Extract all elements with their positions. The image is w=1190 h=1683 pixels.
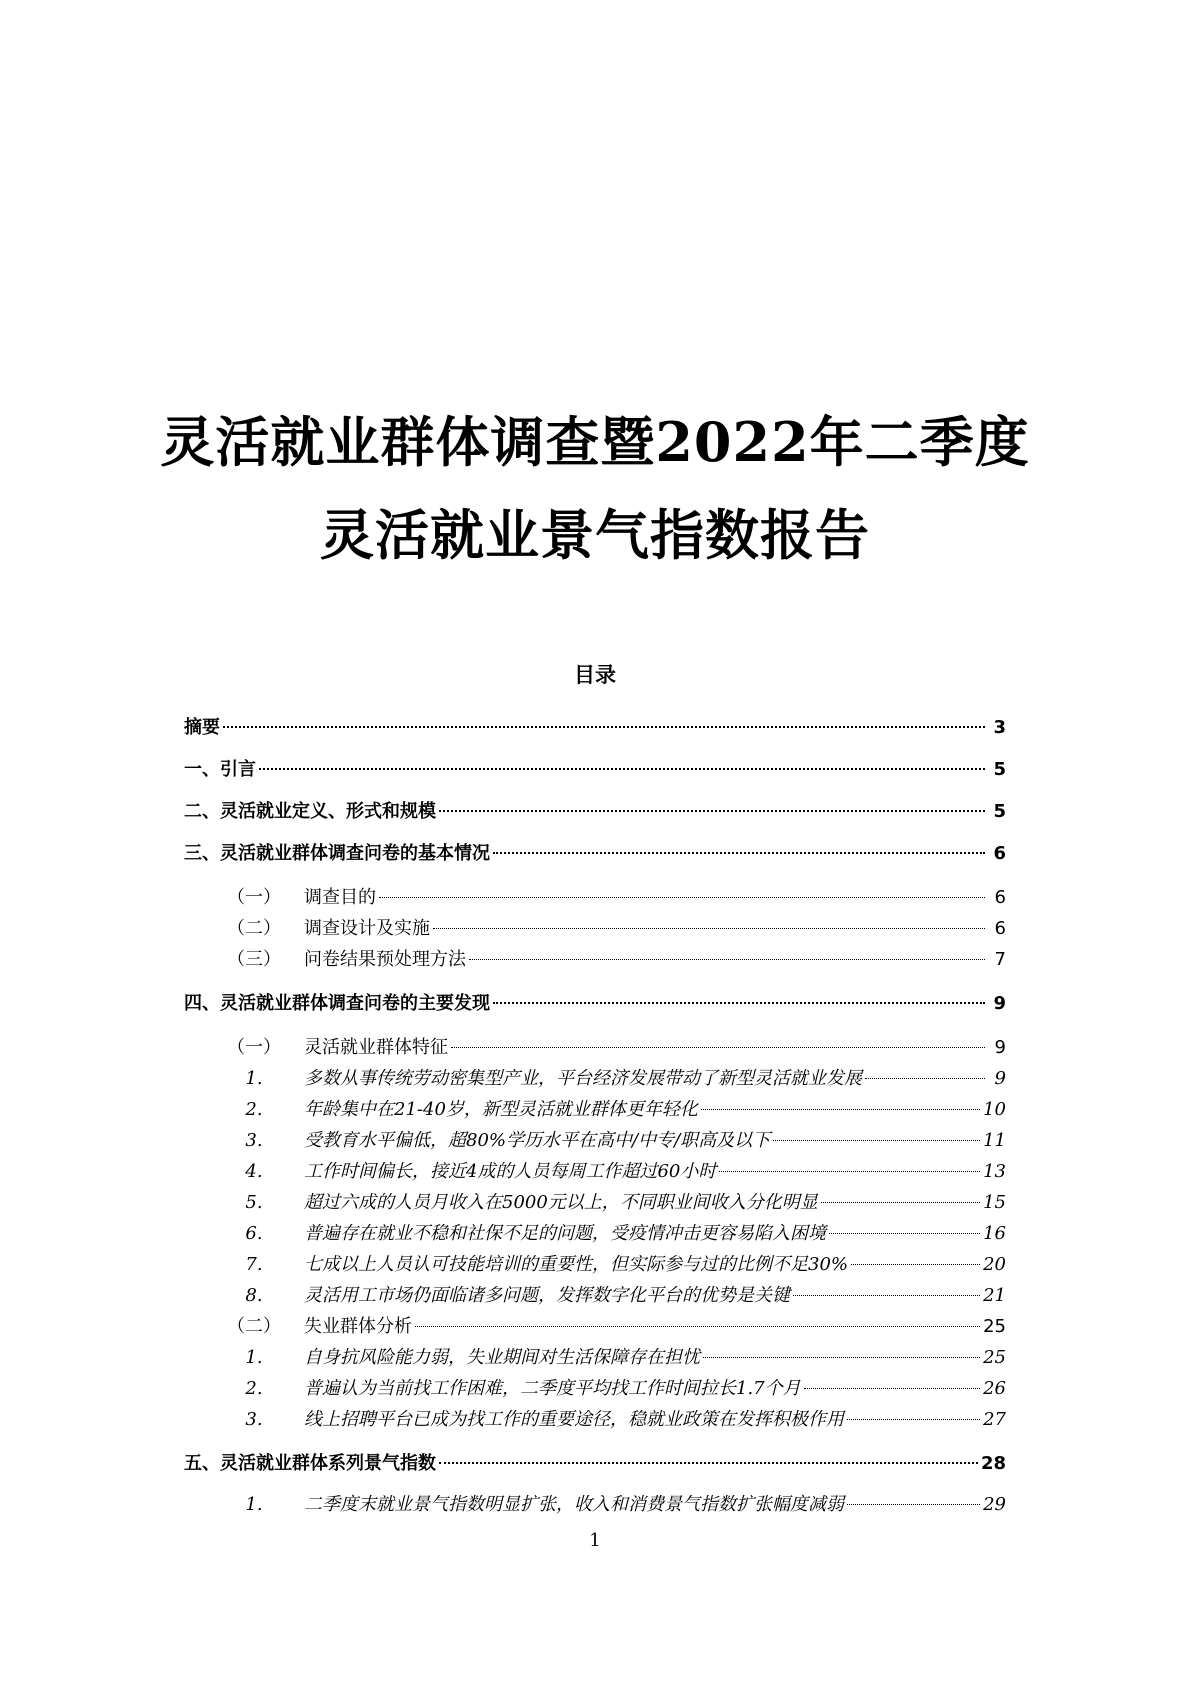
toc-entry-page: 5 xyxy=(993,801,1006,822)
toc-entry-page: 26 xyxy=(983,1378,1006,1399)
toc-leader-dots xyxy=(829,1233,980,1234)
toc-entry-number: 1. xyxy=(245,1494,263,1515)
toc-leader-dots xyxy=(773,1140,980,1141)
toc-leader-dots xyxy=(703,1357,980,1358)
toc-entry[interactable] xyxy=(184,992,1006,1016)
toc-entry-label: 七成以上人员认可技能培训的重要性，但实际参与过的比例不足30% xyxy=(304,1254,849,1275)
toc-entry-page: 20 xyxy=(983,1254,1006,1275)
toc-entry-page: 3 xyxy=(993,717,1006,738)
toc-leader-dots xyxy=(493,852,985,854)
toc-entry[interactable] xyxy=(204,1253,1006,1277)
toc-entry-page: 25 xyxy=(983,1347,1006,1368)
toc-entry[interactable] xyxy=(204,1129,1006,1153)
toc-entry-label: 自身抗风险能力弱，失业期间对生活保障存在担忧 xyxy=(304,1347,700,1368)
toc-entry-number: 2. xyxy=(245,1099,263,1120)
toc-entry-label: 五、灵活就业群体系列景气指数 xyxy=(184,1453,436,1474)
toc-entry-label: 四、灵活就业群体调查问卷的主要发现 xyxy=(184,993,490,1014)
toc-entry-label: 线上招聘平台已成为找工作的重要途径，稳就业政策在发挥积极作用 xyxy=(304,1409,844,1430)
toc-leader-dots xyxy=(865,1078,985,1079)
toc-entry[interactable] xyxy=(204,948,1006,972)
toc-entry[interactable] xyxy=(204,1160,1006,1184)
toc-entry[interactable] xyxy=(204,1377,1006,1401)
toc-entry-page: 9 xyxy=(993,993,1006,1014)
toc-entry-page: 28 xyxy=(980,1453,1006,1474)
toc-entry[interactable] xyxy=(204,1284,1006,1308)
toc-entry-page: 6 xyxy=(994,887,1006,908)
toc-leader-dots xyxy=(451,1047,985,1048)
document-title-line-2: 灵活就业景气指数报告 xyxy=(320,503,870,567)
toc-entry[interactable] xyxy=(184,800,1006,824)
toc-entry-number: 6. xyxy=(245,1223,263,1244)
toc-entry[interactable] xyxy=(204,1346,1006,1370)
toc-leader-dots xyxy=(439,1462,978,1464)
toc-entry-label: 年龄集中在21-40岁，新型灵活就业群体更年轻化 xyxy=(304,1099,698,1120)
toc-entry-number: 3. xyxy=(245,1130,263,1151)
toc-entry[interactable] xyxy=(184,842,1006,866)
toc-entry-number: 1. xyxy=(245,1068,263,1089)
toc-entry-label: 普遍认为当前找工作困难，二季度平均找工作时间拉长1.7个月 xyxy=(304,1378,801,1399)
toc-entry-page: 29 xyxy=(983,1494,1006,1515)
toc-entry[interactable] xyxy=(184,1452,1006,1476)
toc-entry-number: （三） xyxy=(227,949,281,970)
toc-entry[interactable] xyxy=(204,1222,1006,1246)
toc-leader-dots xyxy=(223,726,985,728)
toc-leader-dots xyxy=(821,1202,980,1203)
toc-entry-page: 6 xyxy=(994,918,1006,939)
toc-entry-label: 一、引言 xyxy=(184,759,256,780)
toc-leader-dots xyxy=(415,1326,980,1327)
toc-entry-page: 13 xyxy=(983,1161,1006,1182)
toc-entry-label: 调查目的 xyxy=(304,887,376,908)
toc-entry-label: 超过六成的人员月收入在5000元以上，不同职业间收入分化明显 xyxy=(304,1192,818,1213)
toc-heading: 目录 xyxy=(574,663,616,687)
toc-leader-dots xyxy=(719,1171,980,1172)
toc-leader-dots xyxy=(259,768,985,770)
toc-leader-dots xyxy=(379,897,985,898)
toc-entry-number: 8. xyxy=(245,1285,263,1306)
toc-entry-label: 调查设计及实施 xyxy=(304,918,430,939)
toc-entry-number: （一） xyxy=(227,887,281,908)
toc-entry-number: （一） xyxy=(227,1037,281,1058)
toc-entry[interactable] xyxy=(204,1067,1006,1091)
toc-entry-label: 灵活用工市场仍面临诸多问题，发挥数字化平台的优势是关键 xyxy=(304,1285,790,1306)
toc-entry-label: 工作时间偏长，接近4成的人员每周工作超过60小时 xyxy=(304,1161,717,1182)
toc-leader-dots xyxy=(847,1504,980,1505)
toc-entry[interactable] xyxy=(204,1493,1006,1517)
toc-entry-label: 多数从事传统劳动密集型产业，平台经济发展带动了新型灵活就业发展 xyxy=(304,1068,862,1089)
toc-entry-label: 灵活就业群体特征 xyxy=(304,1037,448,1058)
toc-leader-dots xyxy=(469,959,985,960)
toc-entry-number: 1. xyxy=(245,1347,263,1368)
toc-entry-label: 二季度末就业景气指数明显扩张，收入和消费景气指数扩张幅度减弱 xyxy=(304,1494,844,1515)
toc-entry-page: 7 xyxy=(994,949,1006,970)
toc-entry-label: 失业群体分析 xyxy=(304,1316,412,1337)
toc-entry-page: 9 xyxy=(994,1037,1006,1058)
toc-entry-page: 16 xyxy=(983,1223,1006,1244)
toc-entry[interactable] xyxy=(184,758,1006,782)
toc-entry-page: 5 xyxy=(993,759,1006,780)
document-title-line-1: 灵活就业群体调查暨2022年二季度 xyxy=(160,410,1030,474)
toc-leader-dots xyxy=(851,1264,980,1265)
toc-entry[interactable] xyxy=(204,1408,1006,1432)
toc-entry[interactable] xyxy=(204,1036,1006,1060)
page-number: 1 xyxy=(589,1530,601,1551)
toc-entry-page: 21 xyxy=(983,1285,1006,1306)
toc-leader-dots xyxy=(433,928,985,929)
toc-leader-dots xyxy=(804,1388,980,1389)
toc-entry-page: 9 xyxy=(994,1068,1006,1089)
toc-entry-page: 15 xyxy=(983,1192,1006,1213)
toc-entry-number: 4. xyxy=(245,1161,263,1182)
toc-entry-number: 3. xyxy=(245,1409,263,1430)
toc-leader-dots xyxy=(493,1002,985,1004)
toc-entry-page: 11 xyxy=(983,1130,1006,1151)
toc-entry[interactable] xyxy=(204,1315,1006,1339)
toc-entry-number: （二） xyxy=(227,1316,281,1337)
toc-entry-label: 二、灵活就业定义、形式和规模 xyxy=(184,801,436,822)
toc-entry-label: 三、灵活就业群体调查问卷的基本情况 xyxy=(184,843,490,864)
toc-entry-label: 受教育水平偏低，超80%学历水平在高中/中专/职高及以下 xyxy=(304,1130,771,1151)
toc-entry-number: 7. xyxy=(245,1254,263,1275)
toc-entry-label: 问卷结果预处理方法 xyxy=(304,949,466,970)
toc-leader-dots xyxy=(847,1419,980,1420)
toc-leader-dots xyxy=(701,1109,980,1110)
toc-entry[interactable] xyxy=(204,1191,1006,1215)
toc-entry-page: 25 xyxy=(983,1316,1006,1337)
toc-entry[interactable] xyxy=(184,716,1006,740)
toc-entry-label: 摘要 xyxy=(184,717,220,738)
toc-leader-dots xyxy=(439,810,985,812)
toc-leader-dots xyxy=(793,1295,980,1296)
toc-entry-number: （二） xyxy=(227,918,281,939)
toc-entry-page: 6 xyxy=(993,843,1006,864)
toc-entry-page: 10 xyxy=(983,1099,1006,1120)
toc-entry-page: 27 xyxy=(983,1409,1006,1430)
toc-entry-label: 普遍存在就业不稳和社保不足的问题，受疫情冲击更容易陷入困境 xyxy=(304,1223,826,1244)
toc-entry-number: 5. xyxy=(245,1192,263,1213)
toc-entry[interactable] xyxy=(204,917,1006,941)
toc-entry-number: 2. xyxy=(245,1378,263,1399)
toc-entry[interactable] xyxy=(204,1098,1006,1122)
toc-entry[interactable] xyxy=(204,886,1006,910)
